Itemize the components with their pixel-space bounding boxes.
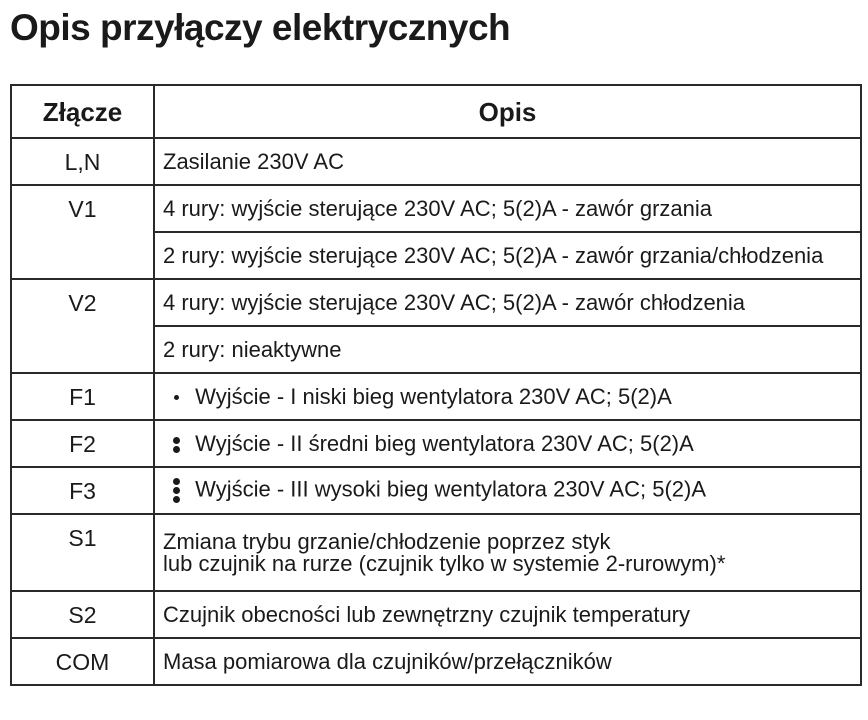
description-line: lub czujnik na rurze (czujnik tylko w systemie 2-rurowym)* xyxy=(163,550,726,576)
description-cell: 2 rury: nieaktywne xyxy=(154,326,861,373)
table-row-f3 xyxy=(11,467,861,514)
connector-cell: F3 xyxy=(11,467,154,514)
description-cell xyxy=(154,373,861,420)
description-cell: Masa pomiarowa dla czujników/przełączników xyxy=(154,638,861,685)
header-connector: Złącze xyxy=(11,85,154,138)
fan-speed-1-icon xyxy=(163,393,189,402)
table-header-row xyxy=(11,85,861,138)
description-cell: 2 rury: wyjście sterujące 230V AC; 5(2)A - zawór grzania/chłodzenia xyxy=(154,232,861,279)
connector-cell: V1 xyxy=(11,185,154,279)
connector-cell: V2 xyxy=(11,279,154,373)
description-cell: Czujnik obecności lub zewnętrzny czujnik temperatury xyxy=(154,591,861,638)
table-row-f1 xyxy=(11,373,861,420)
connector-cell: S1 xyxy=(11,514,154,591)
description-cell xyxy=(154,467,861,514)
description-cell: 4 rury: wyjście sterujące 230V AC; 5(2)A - zawór grzania xyxy=(154,185,861,232)
fan-speed-3-icon xyxy=(163,476,189,505)
connector-cell: S2 xyxy=(11,591,154,638)
description-text: Wyjście - I niski bieg wentylatora 230V AC; 5(2)A xyxy=(195,383,672,409)
table-row-v2 xyxy=(11,279,861,326)
fan-speed-2-icon xyxy=(163,435,189,455)
table-row-s2 xyxy=(11,591,861,638)
table-row-f2 xyxy=(11,420,861,467)
description-cell xyxy=(154,420,861,467)
connector-cell: F1 xyxy=(11,373,154,420)
description-cell: Zasilanie 230V AC xyxy=(154,138,861,185)
description-line: Zmiana trybu grzanie/chłodzenie poprzez styk xyxy=(163,528,611,554)
header-description: Opis xyxy=(154,85,861,138)
description-cell xyxy=(154,514,861,591)
table-row-ln xyxy=(11,138,861,185)
connector-cell: F2 xyxy=(11,420,154,467)
description-text: Wyjście - III wysoki bieg wentylatora 230V AC; 5(2)A xyxy=(195,476,707,502)
description-cell: 4 rury: wyjście sterujące 230V AC; 5(2)A - zawór chłodzenia xyxy=(154,279,861,326)
table-row-s1 xyxy=(11,514,861,591)
connector-cell: COM xyxy=(11,638,154,685)
page-title: Opis przyłączy elektrycznych xyxy=(10,7,511,48)
connector-cell: L,N xyxy=(11,138,154,185)
description-text: Wyjście - II średni bieg wentylatora 230V AC; 5(2)A xyxy=(195,430,694,456)
table-row-com xyxy=(11,638,861,685)
connector-table xyxy=(10,84,862,686)
table-row-v1 xyxy=(11,185,861,232)
